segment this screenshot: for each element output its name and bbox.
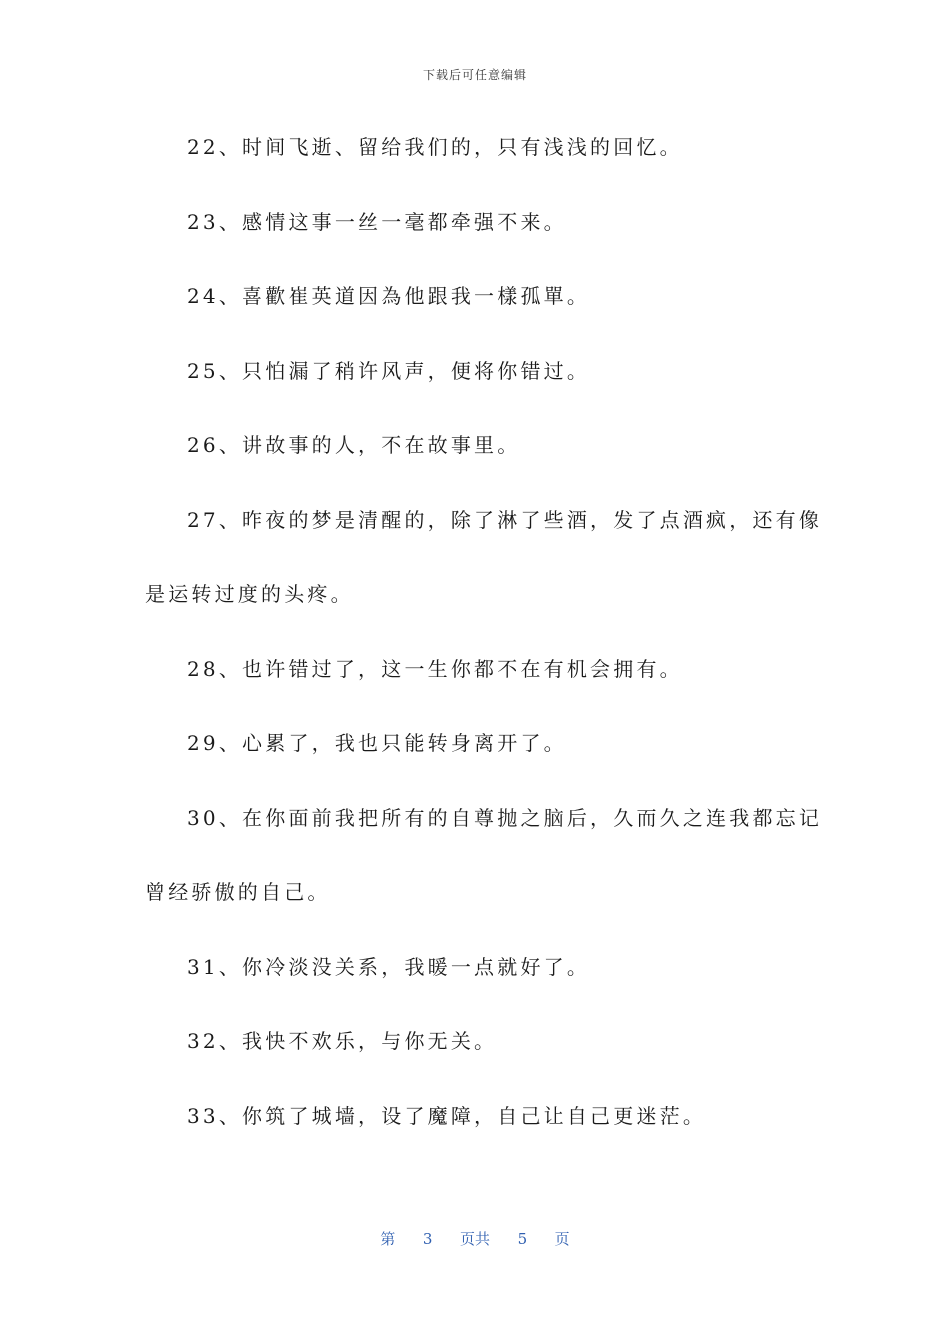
paragraph-line: 30、在你面前我把所有的自尊抛之脑后，久而久之连我都忘记	[187, 805, 823, 830]
current-page-number: 3	[422, 1230, 433, 1248]
paragraph-line: 33、你筑了城墙，设了魔障，自己让自己更迷茫。	[187, 1103, 707, 1128]
paragraph-line: 23、感情这事一丝一毫都牵强不来。	[187, 209, 567, 234]
header-note: 下载后可任意编辑	[422, 68, 527, 82]
paragraph-line: 25、只怕漏了稍许风声，便将你错过。	[187, 358, 591, 383]
page-suffix: 页	[554, 1230, 570, 1248]
page-footer	[0, 1228, 950, 1249]
paragraph-line: 26、讲故事的人，不在故事里。	[187, 433, 521, 457]
paragraph-line: 24、喜歡崔英道因為他跟我一樣孤單。	[187, 284, 591, 308]
paragraph-line: 32、我快不欢乐，与你无关。	[187, 1029, 498, 1053]
paragraph-continuation: 曾经骄傲的自己。	[145, 880, 331, 904]
document-body	[145, 128, 823, 1171]
total-pages-number: 5	[517, 1230, 528, 1248]
paragraph-line: 28、也许错过了，这一生你都不在有机会拥有。	[187, 656, 683, 681]
paragraph-line: 27、昨夜的梦是清醒的，除了淋了些酒，发了点酒疯，还有像	[187, 507, 823, 532]
page-mid: 页共	[459, 1230, 490, 1248]
paragraph-continuation: 是运转过度的头疼。	[145, 582, 354, 606]
page-prefix: 第	[380, 1230, 396, 1248]
paragraph-line: 22、时间飞逝、留给我们的，只有浅浅的回忆。	[187, 135, 683, 159]
paragraph-line: 29、心累了，我也只能转身离开了。	[187, 731, 567, 755]
paragraph-line: 31、你冷淡没关系，我暖一点就好了。	[187, 954, 591, 979]
